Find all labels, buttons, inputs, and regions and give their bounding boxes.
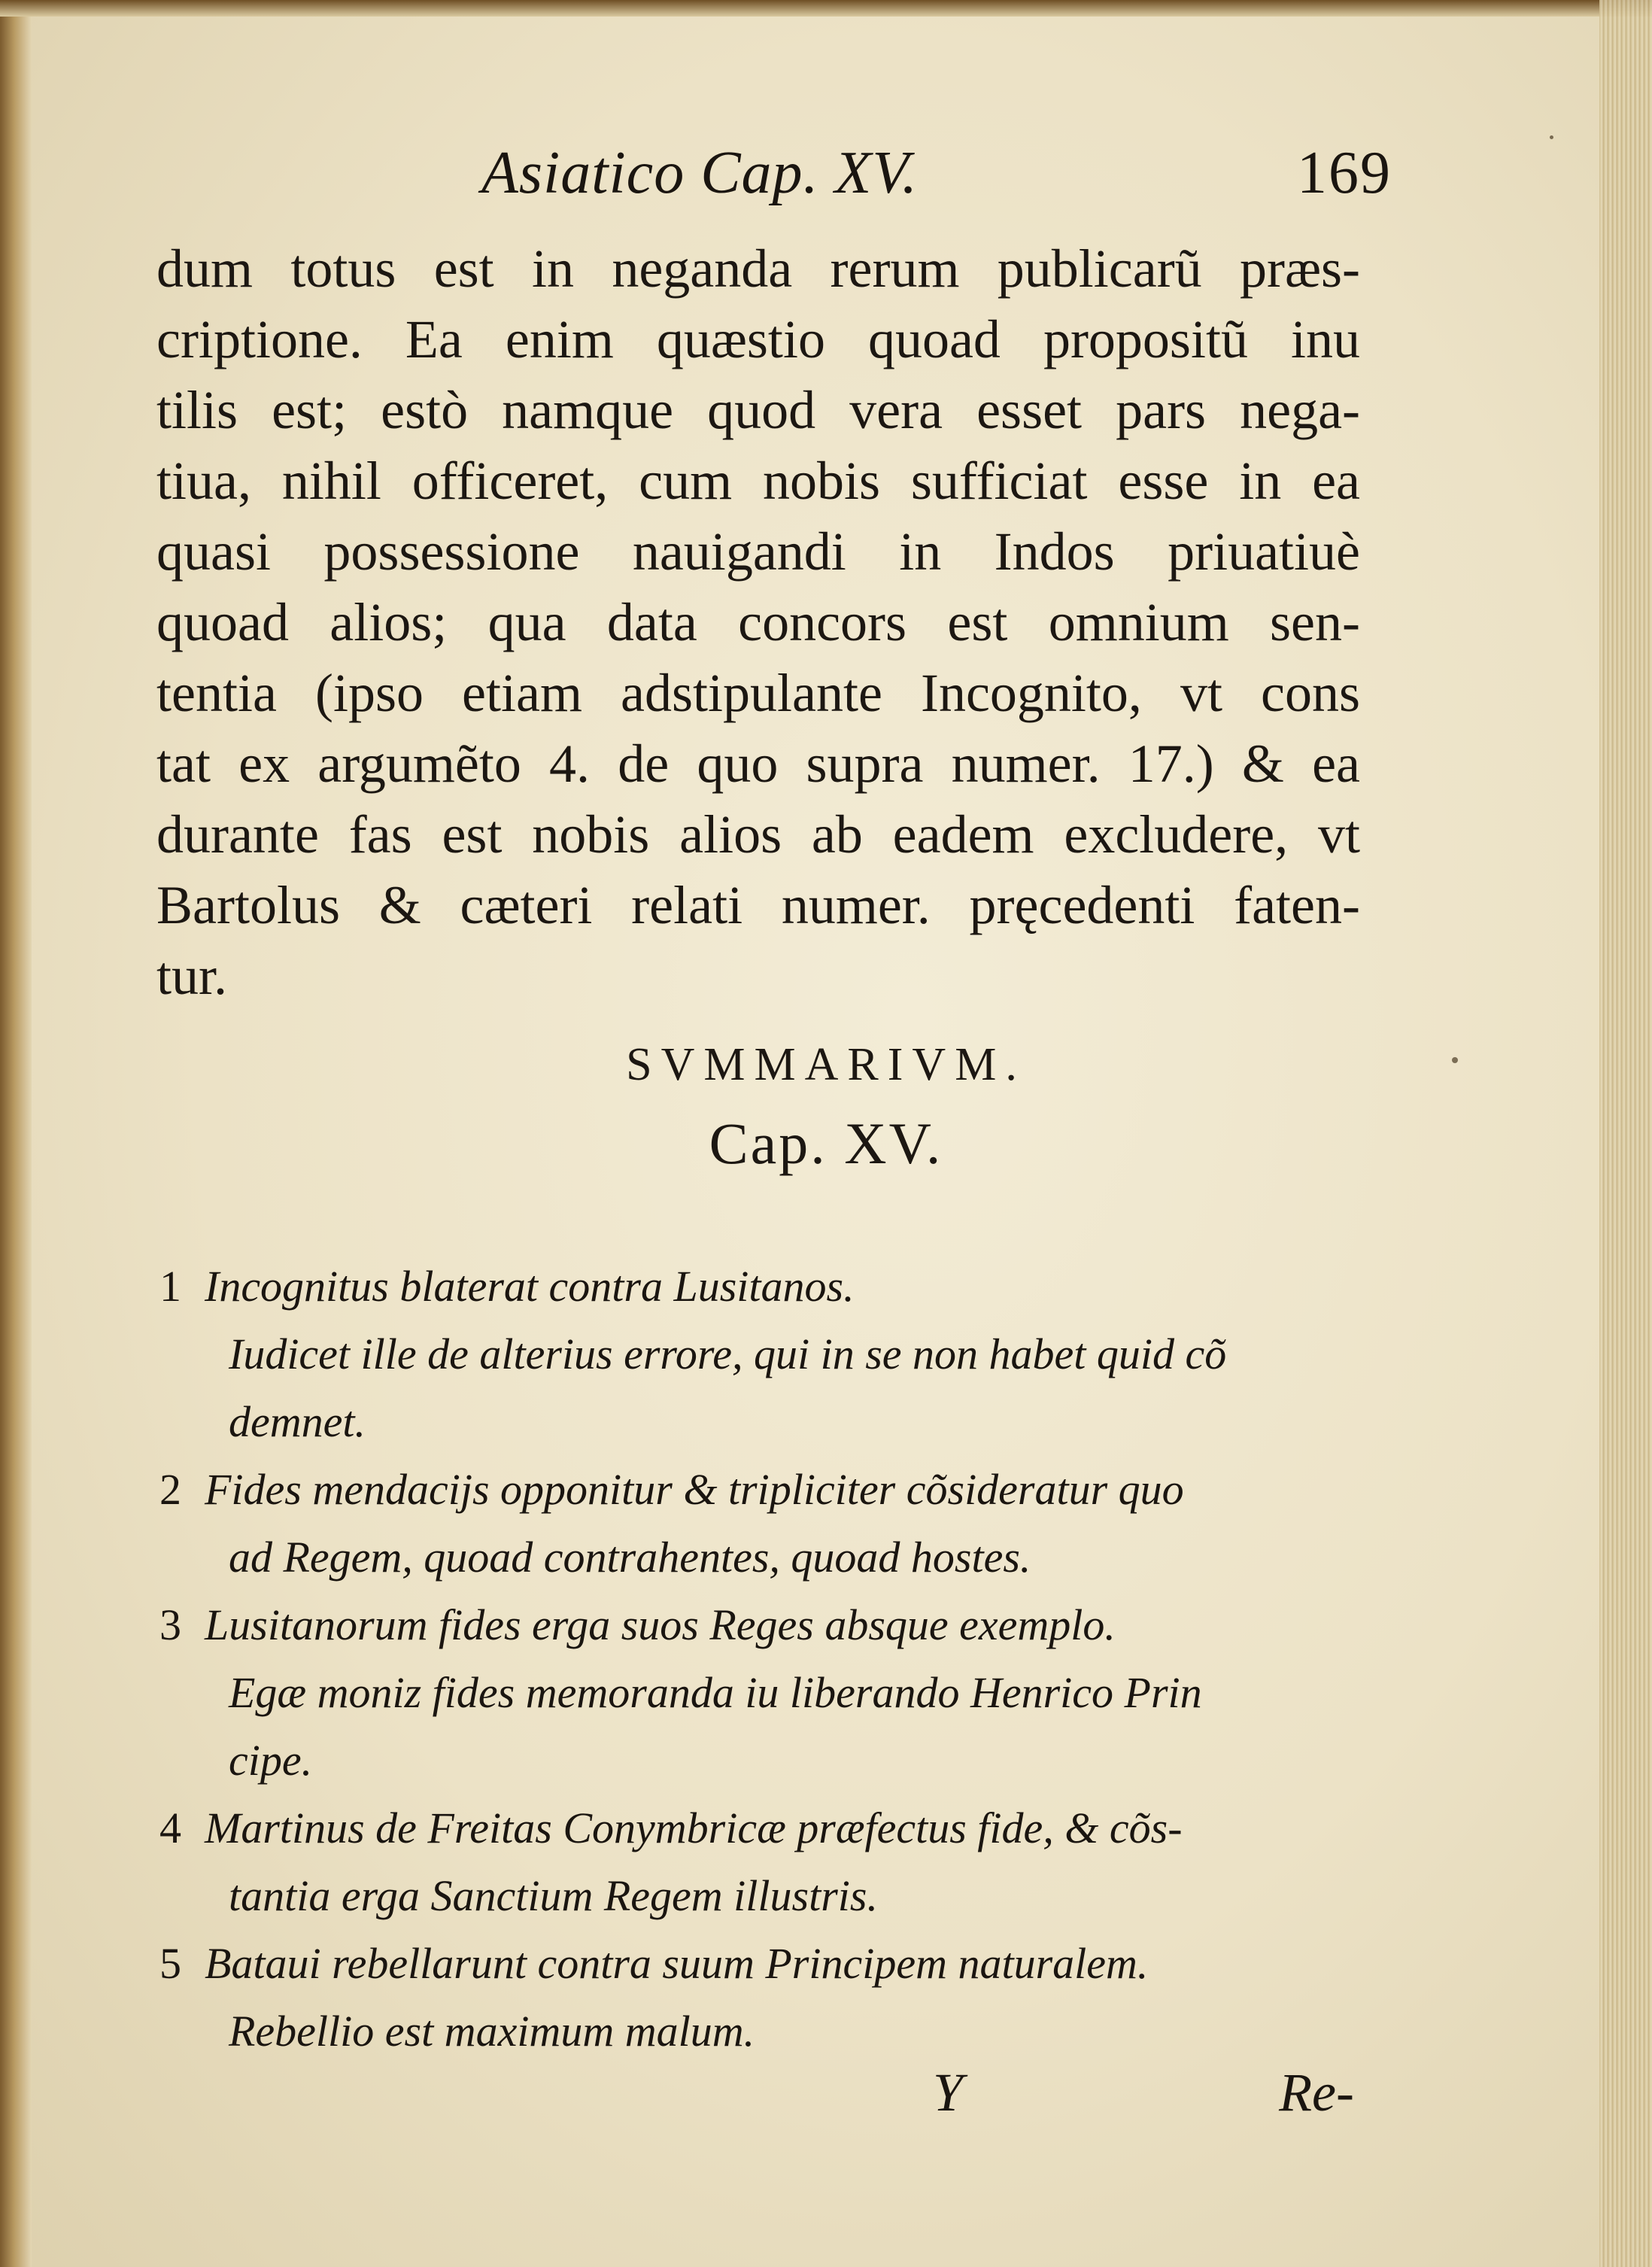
chapter-heading: Cap. XV. [709, 1111, 943, 1176]
entry-line: Lusitanorum fides erga suos Reges absque exemplo. [205, 1600, 1116, 1649]
text-line: tiua, nihil officeret, cum nobis sufficiat esse in ea [156, 451, 1360, 511]
body-text [156, 233, 1360, 1011]
catchword: Re- [1279, 2062, 1354, 2123]
summary-entry [159, 1930, 1363, 2065]
entry-line: tantia erga Sanctium Regem illustris. [229, 1871, 878, 1920]
entry-line: Incognitus blaterat contra Lusitanos. [205, 1262, 855, 1311]
entry-line: Egæ moniz fides memoranda iu liberando Henrico Prin [229, 1668, 1202, 1717]
signature-mark: Y [933, 2062, 964, 2123]
running-title: Asiatico Cap. XV. [481, 140, 918, 206]
entry-number: 3 [159, 1600, 181, 1649]
summary-list [159, 1253, 1363, 2065]
text-line: tur. [156, 946, 228, 1006]
text-line: Bartolus & cæteri relati numer. pręcedenti faten- [156, 875, 1360, 935]
summary-entry [159, 1794, 1363, 1930]
entry-line: Fides mendacijs opponitur & tripliciter cõsideratur quo [205, 1465, 1184, 1514]
text-line: dum totus est in neganda rerum publicarũ præs- [156, 239, 1360, 299]
summary-entry [159, 1591, 1363, 1794]
entry-line: demnet. [229, 1397, 366, 1446]
entry-line: ad Regem, quoad contrahentes, quoad hostes. [229, 1533, 1031, 1582]
text-line: tentia (ipso etiam adstipulante Incognito, vt cons [156, 663, 1360, 723]
text-line: quoad alios; qua data concors est omnium sen- [156, 592, 1360, 652]
running-head [481, 139, 1392, 222]
paper-spot [1550, 135, 1553, 139]
summary-entry [159, 1253, 1363, 1456]
entry-line: Bataui rebellarunt contra suum Principem naturalem. [205, 1939, 1149, 1988]
entry-line: cipe. [229, 1736, 313, 1785]
text-line: durante fas est nobis alios ab eadem excludere, vt [156, 804, 1360, 865]
page-number: 169 [1297, 140, 1392, 206]
text-line: criptione. Ea enim quæstio quoad propositũ inu [156, 309, 1360, 369]
entry-number: 4 [159, 1804, 181, 1852]
entry-number: 5 [159, 1939, 181, 1988]
entry-number: 1 [159, 1262, 181, 1311]
top-page-edge [0, 0, 1652, 17]
summary-title: SVMMARIVM. [626, 1039, 1026, 1090]
entry-line: Rebellio est maximum malum. [229, 2007, 755, 2056]
entry-number: 2 [159, 1465, 181, 1514]
summary-entry [159, 1456, 1363, 1591]
text-line: tat ex argumẽto 4. de quo supra numer. 17.) & ea [156, 734, 1360, 794]
paper-spot [1452, 1057, 1458, 1063]
text-line: quasi possessione nauigandi in Indos priuatiuè [156, 521, 1360, 582]
entry-line: Martinus de Freitas Conymbricæ præfectus fide, & cõs- [205, 1804, 1183, 1852]
entry-line: Iudicet ille de alterius errore, qui in se non habet quid cõ [229, 1330, 1227, 1378]
page-footer [933, 2062, 1354, 2144]
text-line: tilis est; estò namque quod vera esset pars nega- [156, 380, 1360, 440]
